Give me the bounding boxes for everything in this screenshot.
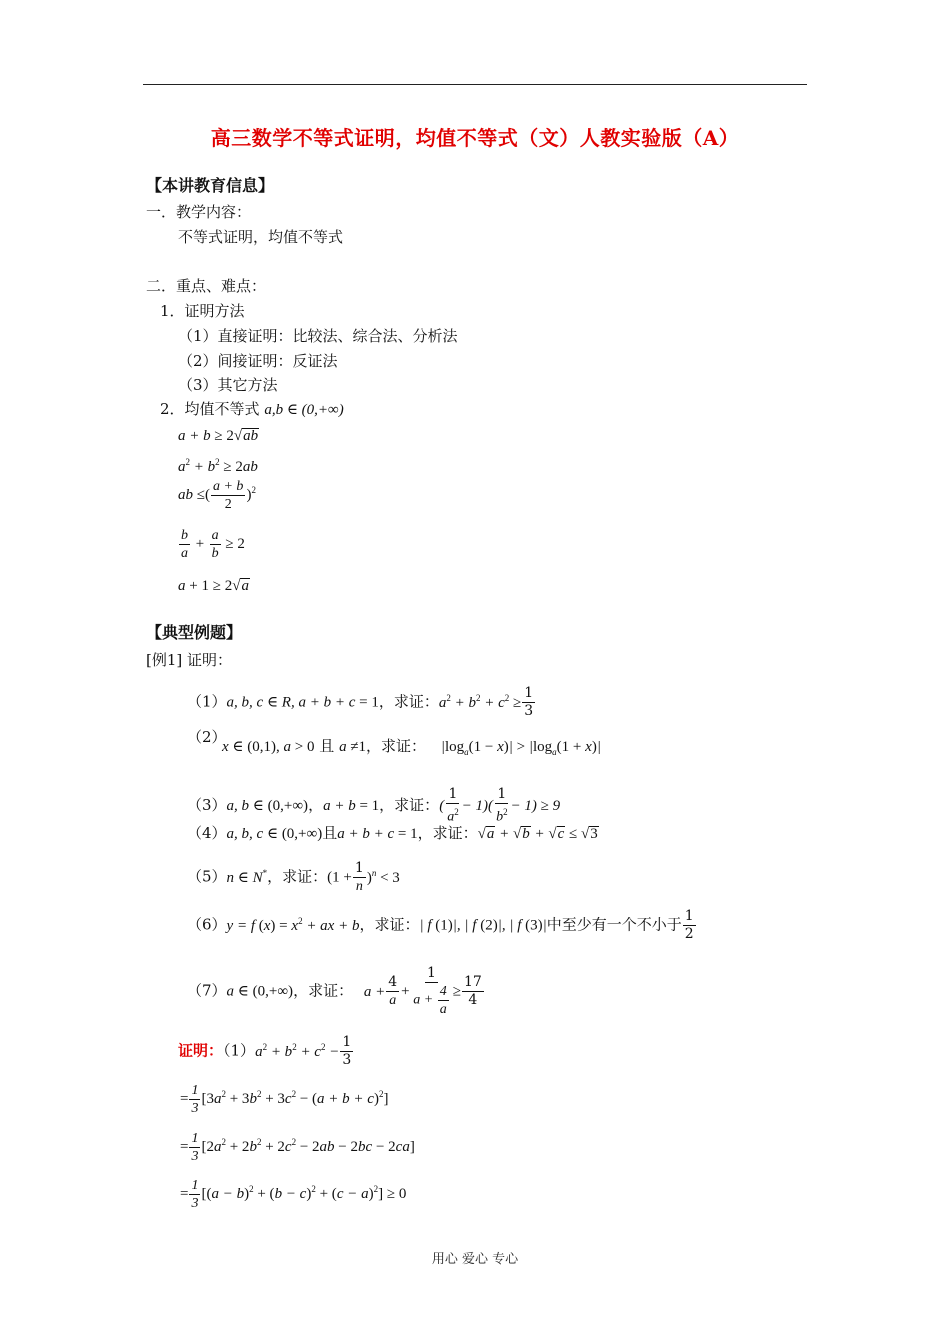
section-info-heading: 【本讲教育信息】 (146, 176, 275, 195)
proof-step-2: = $\frac{1}{3}$ $[2a^2 + 2b^2 + 2c^2 - 2ab - 2bc - 2ca]$ (180, 1131, 415, 1164)
proof-step-1: = $\frac{1}{3}$ $[3a^2 + 3b^2 + 3c^2 - (a + b + c)^2]$ (180, 1083, 389, 1116)
example-1-label: [例1] 证明： (146, 651, 233, 669)
teaching-content: 不等式证明，均值不等式 (178, 228, 344, 246)
formula-ab-bound: ab ≤( $\frac{a + b}{2}$ )$^2$ (178, 479, 256, 512)
question-1: （1）a, b, c ∈ R, a + b + c = 1，求证：$a^2 + b^2 + c^2$ ≥ $\frac{1}{3}$ (187, 685, 534, 719)
item-other-methods: （3）其它方法 (178, 376, 278, 394)
item-mean-inequality-label: 2．均值不等式 (160, 400, 260, 418)
question-7: （7）a ∈ (0,+∞)，求证： a + $\frac{4}{a}$ + 1 a + $\frac{4}{a}$ ≥ $\frac{17}{4}$ (187, 965, 482, 1017)
question-3: （3）a, b ∈ (0,+∞)，a + b = 1，求证：( $\frac{1}{a^2}$ − 1)( $\frac{1}{b^2}$ − 1) ≥ 9 (187, 786, 561, 825)
header-rule (143, 84, 807, 85)
page-footer: 用心 爱心 专心 (431, 1252, 519, 1267)
question-2: x ∈ (0,1), a > 0 且 a ≠1，求证： $|\log_a(1 - x)| > |\log_a(1 + x)|$ (222, 737, 601, 757)
formula-am-gm: a + b ≥ 2√ab (178, 428, 259, 444)
page-title: 高三数学不等式证明，均值不等式（文）人教实验版（A） (210, 126, 740, 150)
key-points-label: 二．重点、难点： (146, 277, 267, 295)
formula-a-plus-one: a + 1 ≥ 2√a (178, 578, 249, 594)
question-2-number: （2） (187, 728, 227, 746)
item-proof-methods: 1．证明方法 (160, 302, 245, 320)
section-examples-heading: 【典型例题】 (146, 623, 243, 642)
formula-square-sum: $a^2 + b^2 \ge 2ab$ (178, 457, 258, 475)
formula-ratio-sum: $\frac{b}{a}$ + $\frac{a}{b}$ ≥ 2 (181, 528, 245, 561)
formula-ab-range: a (264, 402, 272, 418)
question-6: （6）y = f $(x) = x^2$ + ax + b，求证：| f (1)|, | f (2)|, | f (3)|中至少有一个不小于 $\frac{1}{2}$ (187, 908, 694, 942)
question-5: （5）n ∈ N*，求证：(1 + $\frac{1}{n}$ )$^n$ < 3 (187, 860, 400, 894)
proof-1: 证明：$(1)a^2 + b^2 + c^2$ − $\frac{1}{3}$ (178, 1034, 352, 1068)
item-indirect-proof: （2）间接证明：反证法 (178, 352, 338, 370)
teaching-content-label: 一．教学内容： (146, 203, 252, 221)
proof-step-3: = $\frac{1}{3}$ $[(a - b)^2 + (b - c)^2 + (c - a)^2] \ge 0$ (180, 1178, 407, 1211)
item-mean-inequality: 2．均值不等式 a,b ∈ (0,+∞) (160, 400, 344, 418)
item-direct-proof: （1）直接证明：比较法、综合法、分析法 (178, 327, 458, 345)
question-4: （4）a, b, c ∈ (0,+∞)且a + b + c = 1，求证：√a + √b + √c ≤ √3 (187, 824, 598, 842)
